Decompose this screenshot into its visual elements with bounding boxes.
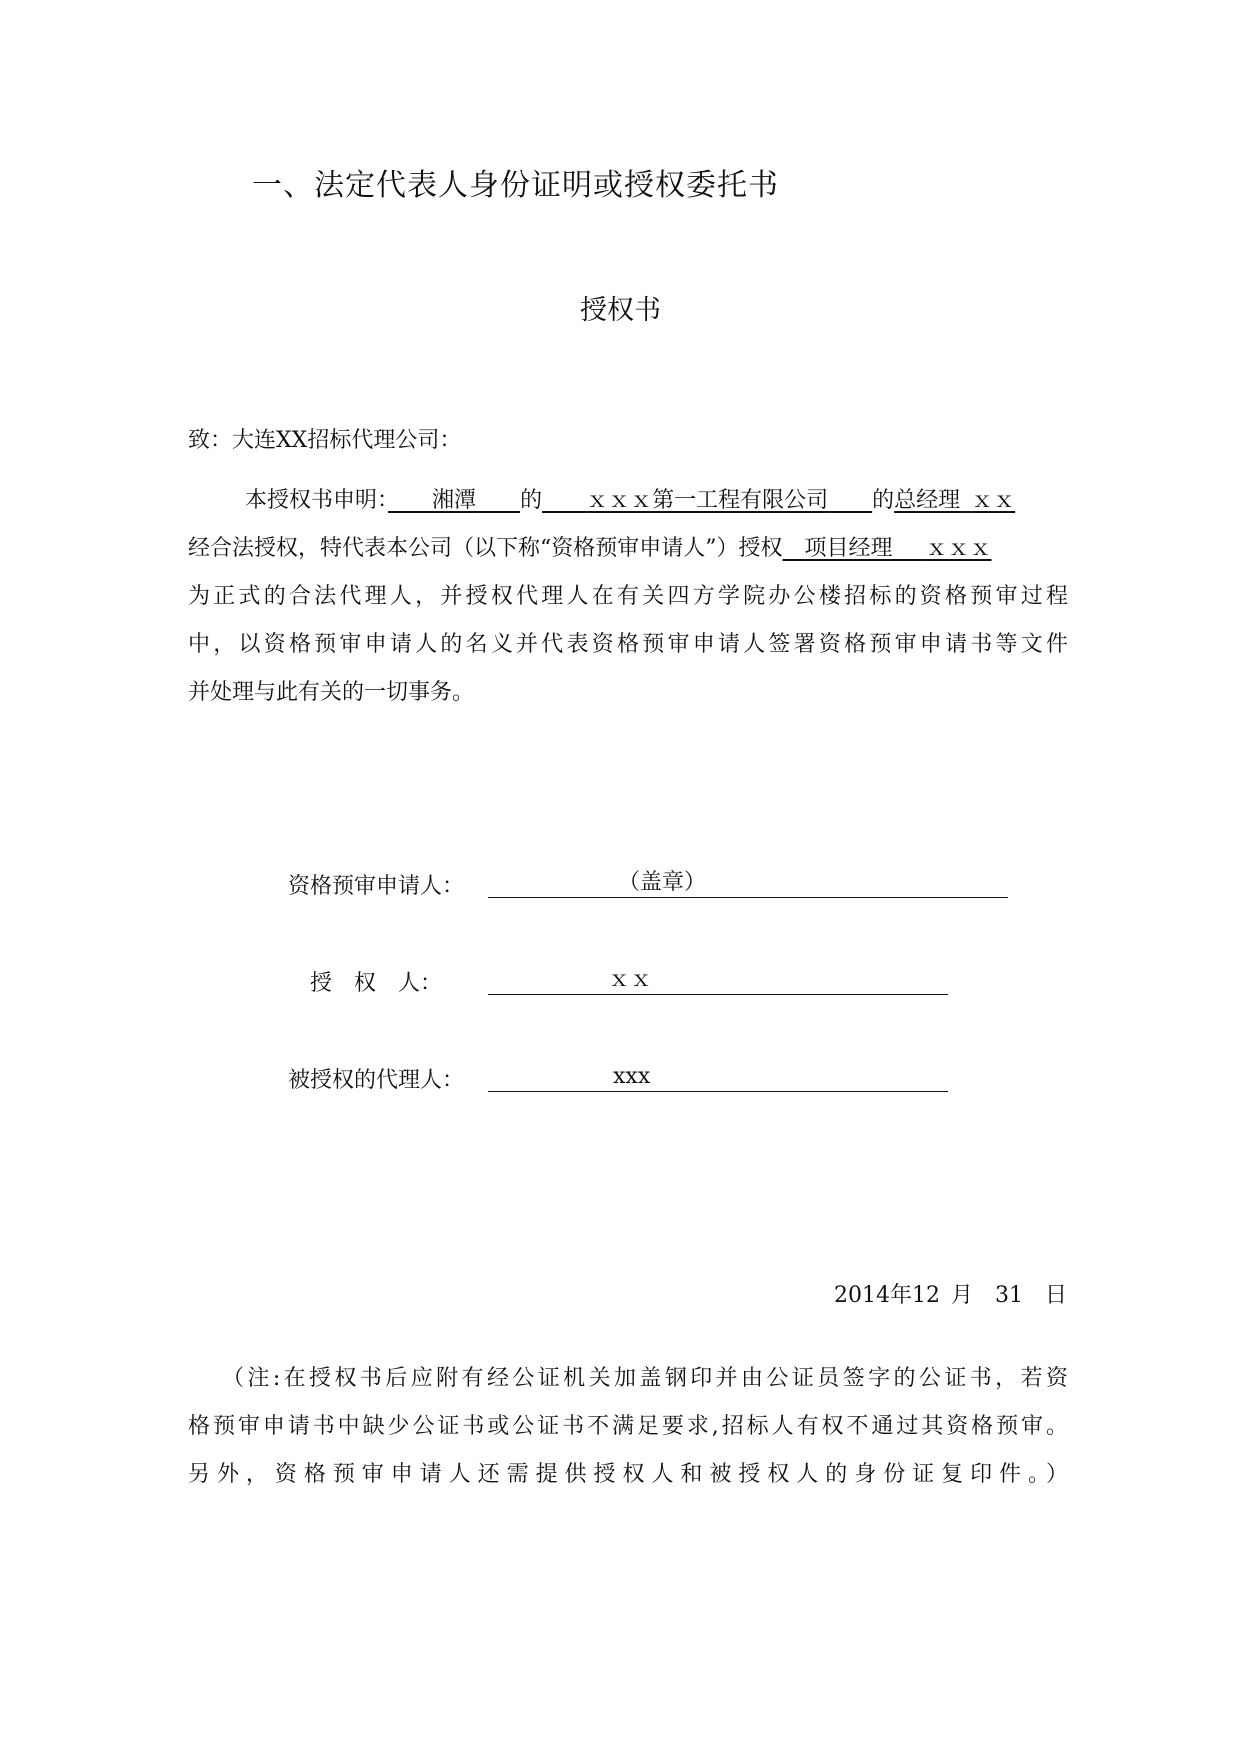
of-text-1: 的 bbox=[520, 488, 543, 513]
agent-name: xxx bbox=[613, 1064, 651, 1089]
agent-role-field: 项目经理 ｘｘｘ bbox=[804, 536, 992, 561]
seal-placeholder: （盖章） bbox=[618, 870, 707, 895]
recipient-line: 致：大连XX招标代理公司： bbox=[188, 428, 462, 453]
grantor-name: ｘｘ bbox=[608, 967, 653, 992]
agent-label: 被授权的代理人： bbox=[288, 1068, 465, 1093]
document-title: 授权书 bbox=[580, 295, 661, 326]
of-text-2: 的 bbox=[872, 488, 895, 513]
declaration-prefix: 本授权书申明： bbox=[245, 488, 389, 513]
body-line-2 bbox=[188, 538, 992, 560]
authorization-text: 经合法授权，特代表本公司（以下称“资格预审申请人”）授权 bbox=[188, 536, 783, 561]
body-line-3: 为正式的合法代理人，并授权代理人在有关四方学院办公楼招标的资格预审过程 bbox=[188, 584, 1068, 609]
person-field: ｘｘ bbox=[971, 488, 1016, 513]
applicant-label: 资格预审申请人： bbox=[288, 874, 465, 899]
date-year: 2014年12 bbox=[834, 1283, 940, 1308]
date-day-label: 日 bbox=[1045, 1283, 1068, 1308]
company-field: ｘｘｘ第一工程有限公司 bbox=[586, 488, 829, 513]
section-heading: 一、法定代表人身份证明或授权委托书 bbox=[252, 168, 779, 203]
grantor-label: 授 权 人： bbox=[310, 971, 443, 996]
applicant-signature-field bbox=[488, 869, 1008, 898]
document-date bbox=[834, 1278, 1067, 1309]
note-line-1: （注:在授权书后应附有经公证机关加盖钢印并由公证员签字的公证书，若资 bbox=[222, 1366, 1068, 1391]
position-field: 总经理 bbox=[894, 488, 961, 513]
note-line-3: 另外，资格预审申请人还需提供授权人和被授权人的身份证复印件。） bbox=[188, 1462, 1068, 1487]
date-day: 31 bbox=[995, 1283, 1023, 1308]
place-field: 湘潭 bbox=[432, 488, 477, 513]
body-line-5: 并处理与此有关的一切事务。 bbox=[188, 680, 475, 705]
body-line-1 bbox=[245, 490, 1015, 512]
note-line-2: 格预审申请书中缺少公证书或公证书不满足要求,招标人有权不通过其资格预审。 bbox=[188, 1414, 1068, 1439]
date-month-label: 月 bbox=[950, 1283, 973, 1308]
grantor-signature-field bbox=[488, 966, 948, 995]
agent-signature-field bbox=[488, 1063, 948, 1092]
body-line-4: 中，以资格预审申请人的名义并代表资格预审申请人签署资格预审申请书等文件 bbox=[188, 632, 1068, 657]
